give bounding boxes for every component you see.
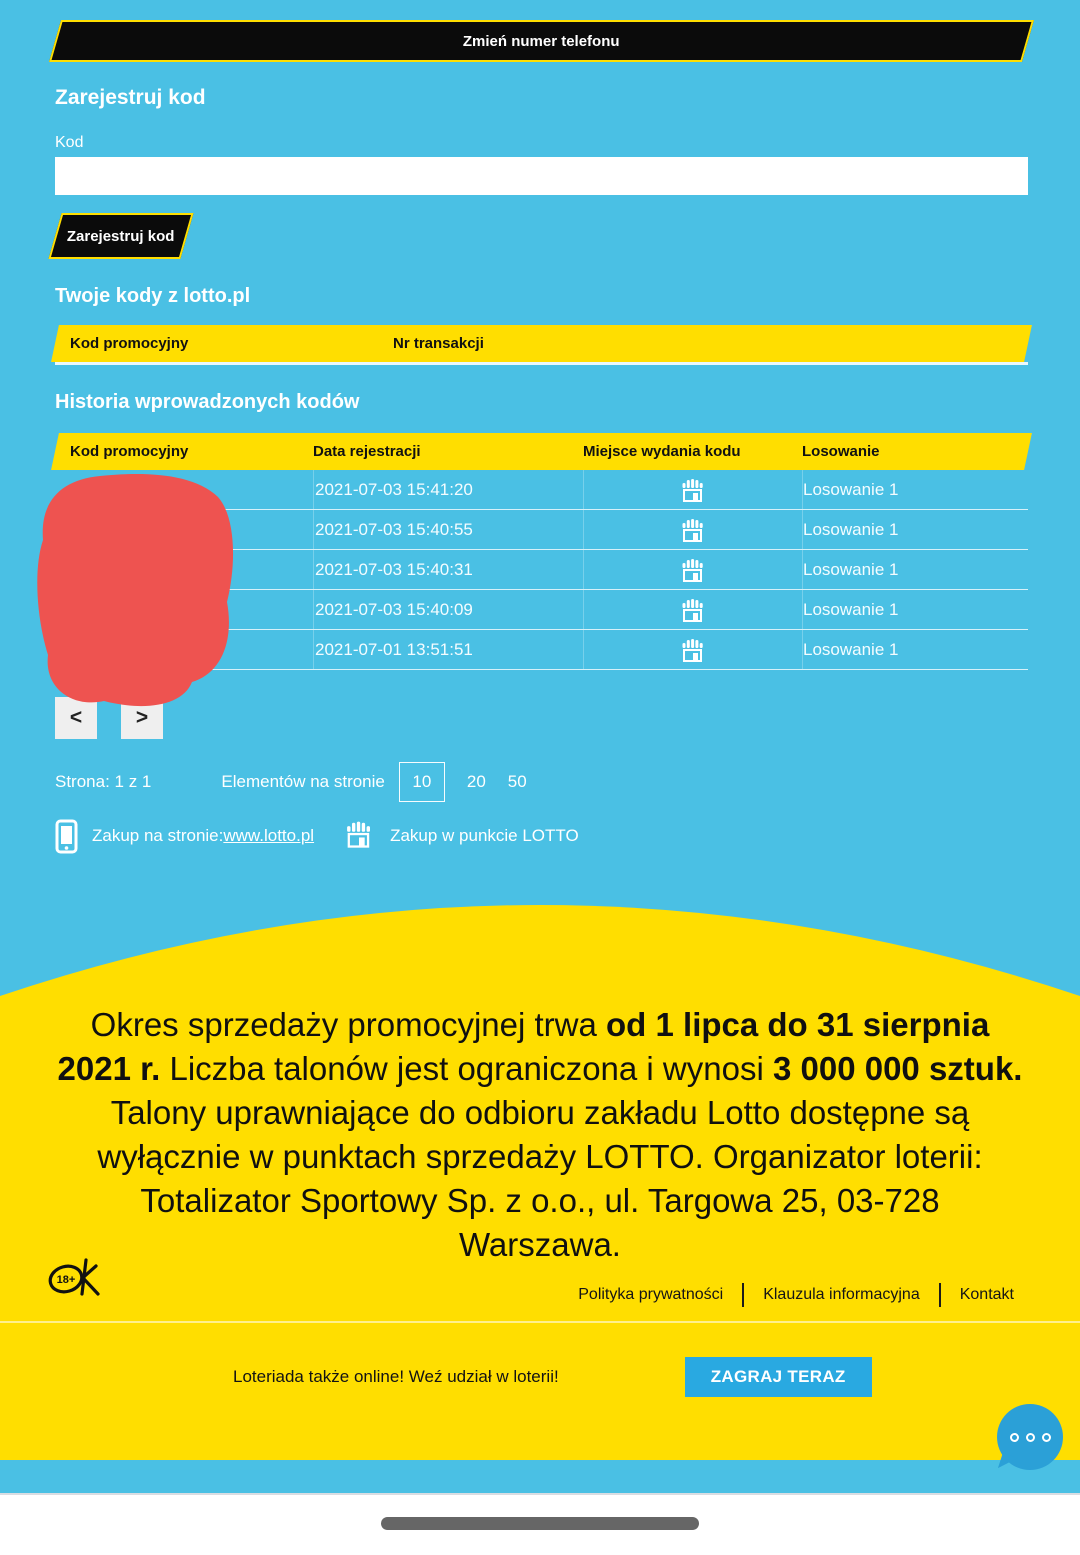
age-18-plus-logo xyxy=(44,1248,106,1302)
information-clause-link[interactable]: Klauzula informacyjna xyxy=(763,1286,920,1303)
chat-widget-button[interactable] xyxy=(997,1404,1063,1470)
per-page-option-50[interactable]: 50 xyxy=(507,772,527,791)
chat-dot-icon xyxy=(1042,1433,1051,1442)
chat-dot-icon xyxy=(1010,1433,1019,1442)
your-codes-col-transaction: Nr transakcji xyxy=(393,335,484,352)
register-code-button-label: Zarejestruj kod xyxy=(67,227,175,245)
lotto-pl-link[interactable]: www.lotto.pl xyxy=(223,826,315,845)
date-cell: 2021-07-03 15:40:09 xyxy=(313,590,583,629)
history-title: Historia wprowadzonych kodów xyxy=(55,391,360,413)
code-input[interactable] xyxy=(55,157,1028,195)
store-icon xyxy=(678,556,708,583)
blue-strip xyxy=(0,1460,1080,1493)
contact-link[interactable]: Kontakt xyxy=(959,1286,1014,1303)
divider xyxy=(939,1283,941,1307)
store-purchase-label: Zakup w punkcie LOTTO xyxy=(390,826,579,845)
store-icon xyxy=(678,476,708,503)
per-page-option-20[interactable]: 20 xyxy=(466,772,486,791)
promo-section xyxy=(0,900,1080,1460)
draw-cell: Losowanie 1 xyxy=(802,590,1028,629)
history-col-code: Kod promocyjny xyxy=(70,443,189,460)
cta-text: Loteriada także online! Weź udział w loterii! xyxy=(233,1367,559,1386)
purchase-legend xyxy=(55,818,1028,854)
home-indicator[interactable] xyxy=(381,1517,699,1530)
store-icon xyxy=(678,596,708,623)
your-codes-table-underline xyxy=(55,362,1028,365)
history-col-place: Miejsce wydania kodu xyxy=(583,443,741,460)
history-col-date: Data rejestracji xyxy=(313,443,421,460)
draw-cell: Losowanie 1 xyxy=(802,550,1028,589)
code-field-label: Kod xyxy=(55,134,84,151)
store-icon xyxy=(342,818,376,849)
next-page-button[interactable]: > xyxy=(121,697,163,739)
draw-cell: Losowanie 1 xyxy=(802,510,1028,549)
per-page-option-10[interactable]: 10 xyxy=(399,762,445,802)
your-codes-title: Twoje kody z lotto.pl xyxy=(55,285,251,307)
history-col-draw: Losowanie xyxy=(802,443,880,460)
draw-cell: Losowanie 1 xyxy=(802,470,1028,509)
date-cell: 2021-07-03 15:40:55 xyxy=(313,510,583,549)
page-info-row xyxy=(55,762,1028,802)
your-codes-table-header xyxy=(51,325,1032,362)
divider xyxy=(742,1283,744,1307)
date-cell: 2021-07-03 15:40:31 xyxy=(313,550,583,589)
phone-icon xyxy=(55,819,78,854)
draw-cell: Losowanie 1 xyxy=(802,630,1028,669)
register-code-title: Zarejestruj kod xyxy=(55,86,206,109)
date-cell: 2021-07-03 15:41:20 xyxy=(313,470,583,509)
your-codes-col-code: Kod promocyjny xyxy=(70,335,189,352)
system-bottom-bar xyxy=(0,1493,1080,1555)
play-now-button[interactable]: ZAGRAJ TERAZ xyxy=(685,1357,872,1397)
store-icon xyxy=(678,516,708,543)
chat-dot-icon xyxy=(1026,1433,1035,1442)
change-phone-number-button[interactable] xyxy=(49,20,1034,62)
redaction-scribble xyxy=(30,470,248,712)
prev-page-button[interactable]: < xyxy=(55,697,97,739)
register-code-button[interactable] xyxy=(48,213,193,259)
yellow-curve xyxy=(0,900,1080,996)
date-cell: 2021-07-01 13:51:51 xyxy=(313,630,583,669)
footer-cta xyxy=(0,1323,1080,1397)
per-page-label: Elementów na stronie xyxy=(221,772,385,791)
store-icon xyxy=(678,636,708,663)
promo-paragraph-2: Talony uprawniające do odbioru zakładu Lotto dostępne są wyłącznie w punktach sprzedaży LOTTO. Organizator loterii: Totalizator Sportowy Sp. z o.o., ul. Targowa 25, 03-728 Warszawa. xyxy=(97,1094,983,1263)
footer-links xyxy=(0,1283,1080,1307)
history-table-header xyxy=(51,433,1032,470)
privacy-policy-link[interactable]: Polityka prywatności xyxy=(578,1286,724,1303)
change-phone-number-label: Zmień numer telefonu xyxy=(463,32,620,50)
promo-paragraph-1: Okres sprzedaży promocyjnej trwa od 1 lipca do 31 sierpnia 2021 r. Liczba talonów jest ograniczona i wynosi 3 000 000 sztuk. xyxy=(57,1006,1023,1087)
main-content xyxy=(0,20,1080,900)
page-status: Strona: 1 z 1 xyxy=(55,772,152,791)
svg-text:18+: 18+ xyxy=(56,1274,76,1286)
online-purchase-label: Zakup na stronie: xyxy=(92,826,224,845)
